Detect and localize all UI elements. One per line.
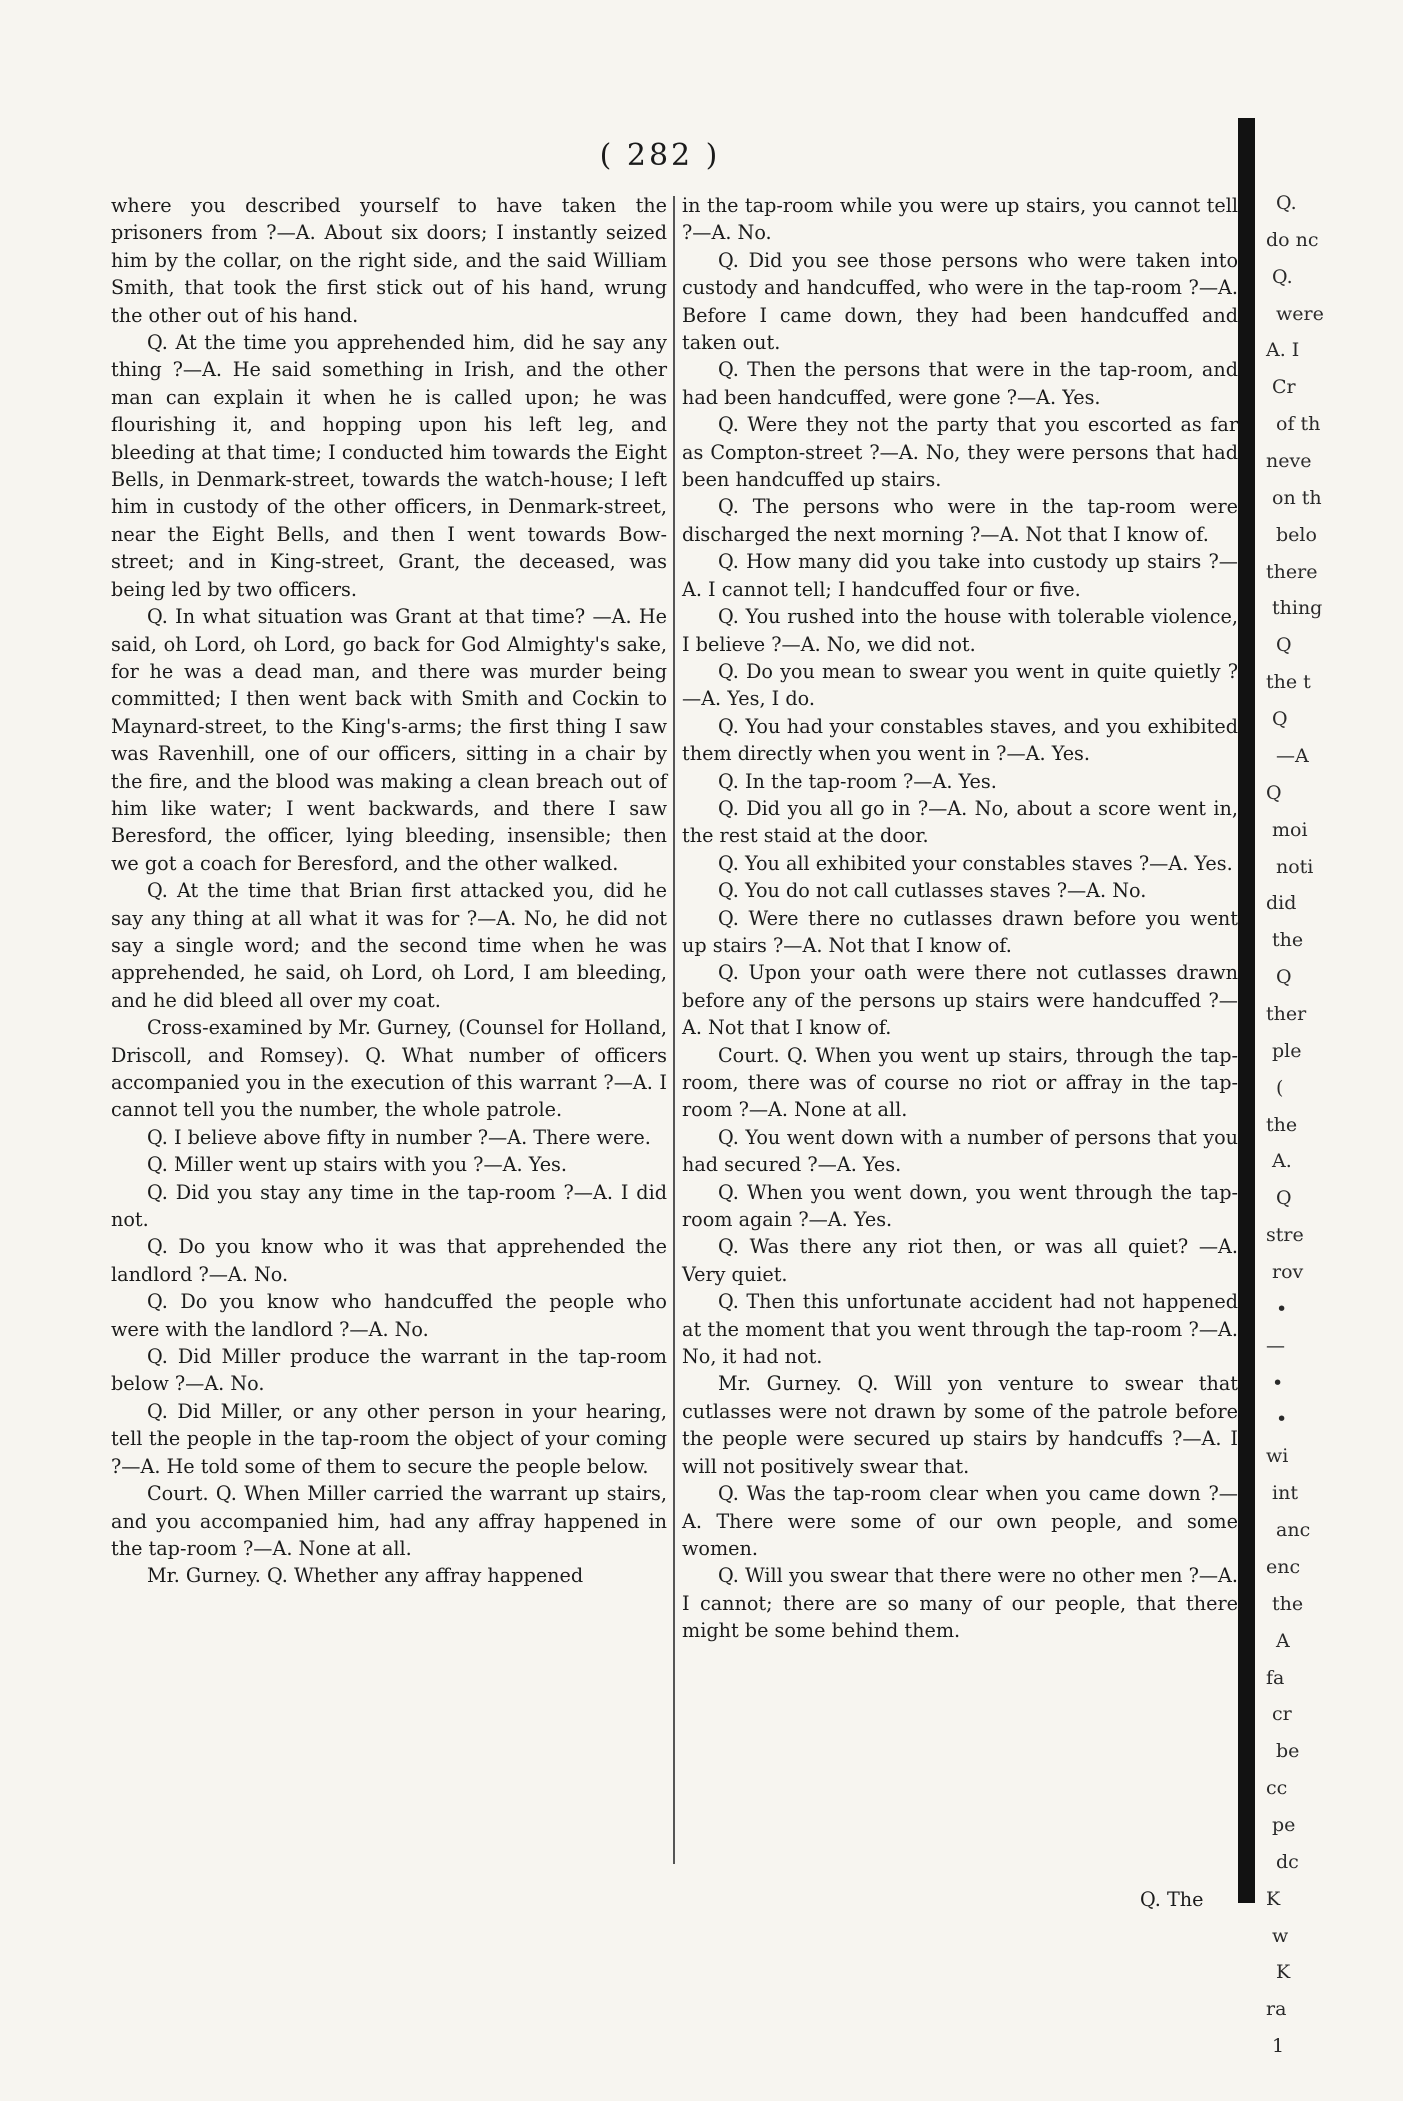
middle-column-paragraph: Q. Did you see those persons who were taken into custody and handcuffed, who were in the tap-room ?—A. Before I came down, they had been handcuffed and taken out. [682,248,1238,355]
left-column-paragraph: Court. Q. When Miller carried the warrant up stairs, and you accompanied him, had any affray happened in the tap-room ?—A. None at all. [111,1482,667,1560]
facing-page-fragment: the [1272,1593,1304,1615]
facing-page-fragment: A. I [1266,339,1300,361]
left-column-paragraph: Cross-examined by Mr. Gurney, (Counsel for Holland, Driscoll, and Romsey). Q. What number of officers accompanied you in the execution of this warrant ?—A. I cannot tell you the number, the whole patrole. [111,1016,667,1122]
facing-page-fragment: Q [1266,782,1282,804]
facing-page-fragment: the [1272,929,1304,951]
facing-page-fragment: cr [1272,1703,1292,1725]
facing-page-fragment: rov [1272,1261,1304,1283]
facing-page-fragment: K [1276,1961,1291,1983]
facing-page-fragment: ra [1266,1998,1287,2020]
facing-page-fragment: int [1272,1482,1298,1504]
middle-column-paragraph: Q. Were they not the party that you escorted as far as Compton-street ?—A. No, they were persons that had been handcuffed up stairs. [682,413,1238,492]
left-column-paragraph: Q. I believe above fifty in number ?—A. There were. [147,1125,651,1149]
left-column-paragraph: Q. Did Miller, or any other person in your hearing, tell the people in the tap-room the object of your coming ?—A. He told some of them to secure the people below. [111,1399,667,1478]
facing-page-fragment: do nc [1266,229,1319,251]
facing-page-fragment: Q [1272,708,1288,730]
facing-page-fragment: ther [1266,1003,1307,1025]
left-column-paragraph: where you described yourself to have taken the prisoners from ?—A. About six doors; I instantly seized him by the collar, on the right side, and the said William Smith, that took the first stick out of his hand, wrung the other out of his hand. [111,194,667,327]
middle-column-paragraph: Q. You went down with a number of persons that you had secured ?—A. Yes. [682,1125,1238,1177]
middle-column-paragraph: Q. When you went down, you went through the tap-room again ?—A. Yes. [682,1180,1238,1232]
middle-column-paragraph: Q. In the tap-room ?—A. Yes. [718,769,997,793]
facing-page-fragment: A. [1272,1150,1292,1172]
middle-column-paragraph: Q. Then this unfortunate accident had not happened at the moment that you went through the tap-room ?—A. No, it had not. [682,1290,1238,1369]
middle-column-paragraph: Q. Then the persons that were in the tap-room, and had been handcuffed, were gone ?—A. Yes. [682,358,1238,409]
middle-column [682,192,1238,1645]
facing-page-fragment: of th [1276,413,1321,435]
middle-column-paragraph: Mr. Gurney. Q. Will yon venture to swear that cutlasses were not drawn by some of the patrole before the people were secured up stairs by handcuffs ?—A. I will not positively swear that. [682,1372,1238,1478]
facing-page-fragment: fa [1266,1667,1285,1689]
middle-column-paragraph: Q. Do you mean to swear you went in quite quietly ?—A. Yes, I do. [682,659,1238,711]
left-column-paragraph: Q. Do you know who it was that apprehended the landlord ?—A. No. [111,1235,667,1286]
facing-page-fragment: Q [1276,634,1292,656]
middle-column-paragraph: Q. You all exhibited your constables staves ?—A. Yes. [718,851,1233,875]
facing-page-fragment: the [1266,1114,1298,1136]
facing-page-fragment: A [1276,1630,1290,1652]
middle-column-paragraph: Q. You had your constables staves, and you exhibited them directly when you went in ?—A. Yes. [682,714,1238,766]
facing-page-fragment: the t [1266,671,1311,693]
middle-column-paragraph: Q. Was the tap-room clear when you came down ?—A. There were some of our own people, and some women. [682,1482,1238,1560]
facing-page-fragment: wi [1266,1445,1289,1467]
facing-page-fragment: Q [1276,966,1292,988]
facing-page-fragment: w [1272,1925,1289,1947]
middle-column-paragraph: Court. Q. When you went up stairs, through the tap-room, there was of course no riot or affray in the tap-room ?—A. None at all. [682,1043,1238,1122]
facing-page-fragment: • [1276,1298,1288,1320]
facing-page-fragment: ple [1272,1040,1302,1062]
facing-page-fragment: stre [1266,1224,1304,1246]
left-column-paragraph: Q. Did Miller produce the warrant in the tap-room below ?—A. No. [111,1345,667,1396]
facing-page-fragment: cc [1266,1777,1288,1799]
middle-column-paragraph: Q. Was there any riot then, or was all quiet? —A. Very quiet. [682,1235,1238,1286]
facing-page-fragment: enc [1266,1556,1301,1578]
facing-page-fragment: Q. [1272,266,1293,288]
facing-page-fragment: • [1276,1408,1288,1430]
column-divider [673,196,675,1864]
facing-page-fragment: moi [1272,819,1308,841]
facing-page-fragment: anc [1276,1519,1311,1541]
facing-page-fragment: dc [1276,1851,1299,1873]
facing-page-fragments [1262,192,1372,2072]
facing-page-fragment: did [1266,892,1297,914]
middle-column-paragraph: Q. Did you all go in ?—A. No, about a score went in, the rest staid at the door. [682,796,1238,848]
facing-page-fragment: Q [1276,1187,1292,1209]
facing-page-fragment: 1 [1272,2035,1285,2057]
facing-page-fragment: on th [1272,487,1322,509]
facing-page-fragment: were [1276,303,1324,325]
left-column [111,192,667,1590]
middle-column-paragraph: Q. You do not call cutlasses staves ?—A. No. [718,879,1147,903]
facing-page-fragment: belo [1276,524,1317,546]
left-column-paragraph: Mr. Gurney. Q. Whether any affray happened [147,1564,584,1588]
left-column-paragraph: Q. Did you stay any time in the tap-room ?—A. I did not. [111,1180,667,1232]
middle-column-paragraph: Q. Were there no cutlasses drawn before you went up stairs ?—A. Not that I know of. [682,906,1238,957]
middle-column-paragraph: Q. Will you swear that there were no other men ?—A. I cannot; there are so many of our people, that there might be some behind them. [682,1564,1238,1643]
facing-page-fragment: • [1272,1372,1284,1394]
middle-column-paragraph: Q. Upon your oath were there not cutlasses drawn before any of the persons up stairs were handcuffed ?—A. Not that I know of. [682,961,1238,1040]
middle-column-paragraph: Q. You rushed into the house with tolerable violence, I believe ?—A. No, we did not. [682,605,1238,656]
left-column-paragraph: Q. Do you know who handcuffed the people who were with the landlord ?—A. No. [111,1290,667,1341]
facing-page-fragment: ( [1276,1077,1284,1099]
left-column-paragraph: Q. At the time that Brian first attacked you, did he say any thing at all what it was for ?—A. No, he did not say a single word; and the second time when he was apprehended, he said, oh Lord, oh Lord, I am bleeding, and he did bleed all over my coat. [111,879,667,1012]
facing-page-fragment: neve [1266,450,1312,472]
left-column-paragraph: Q. At the time you apprehended him, did he say any thing ?—A. He said something in Irish, and the other man can explain it when he is called upon; he was flourishing it, and hopping upon his left leg, and bleeding at that time; I conducted him towards the Eight Bells, in Denmark-street, towards the watch-house; I left him in custody of the other officers, in Denmark-street, near the Eight Bells, and then I went towards Bow-street; and in King-street, Grant, the deceased, was being led by two officers. [111,331,667,601]
facing-page-fragment: be [1276,1740,1300,1762]
facing-page-fragment: Q. [1276,192,1297,214]
facing-page-fragment: there [1266,561,1318,583]
facing-page-fragment: — [1266,1335,1285,1357]
middle-column-paragraph: in the tap-room while you were up stairs, you cannot tell ?—A. No. [682,194,1238,245]
facing-page-fragment: Cr [1272,376,1296,398]
middle-column-paragraph: Q. The persons who were in the tap-room were discharged the next morning ?—A. Not that I know of. [682,495,1238,546]
book-spine-shadow [1238,118,1255,1903]
facing-page-fragment: K [1266,1888,1281,1910]
facing-page-fragment: noti [1276,856,1314,878]
page-number: ( 282 ) [599,138,721,173]
left-column-paragraph: Q. In what situation was Grant at that time? —A. He said, oh Lord, oh Lord, go back for God Almighty's sake, for he was a dead man, and there was murder being committed; I then went back with Smith and Cockin to Maynard-street, to the King's-arms; the first thing I saw was Ravenhill, one of our officers, sitting in a chair by the fire, and the blood was making a clean breach out of him like water; I went backwards, and there I saw Beresford, the officer, lying bleeding, insensible; then we got a coach for Beresford, and the other walked. [111,605,667,875]
middle-column-paragraph: Q. How many did you take into custody up stairs ?—A. I cannot tell; I handcuffed four or five. [682,550,1238,601]
catchword: Q. The [1140,1888,1204,1911]
facing-page-fragment: thing [1272,597,1323,619]
facing-page-fragment: pe [1272,1814,1296,1836]
facing-page-fragment: —A [1276,745,1309,767]
left-column-paragraph: Q. Miller went up stairs with you ?—A. Yes. [147,1153,567,1177]
